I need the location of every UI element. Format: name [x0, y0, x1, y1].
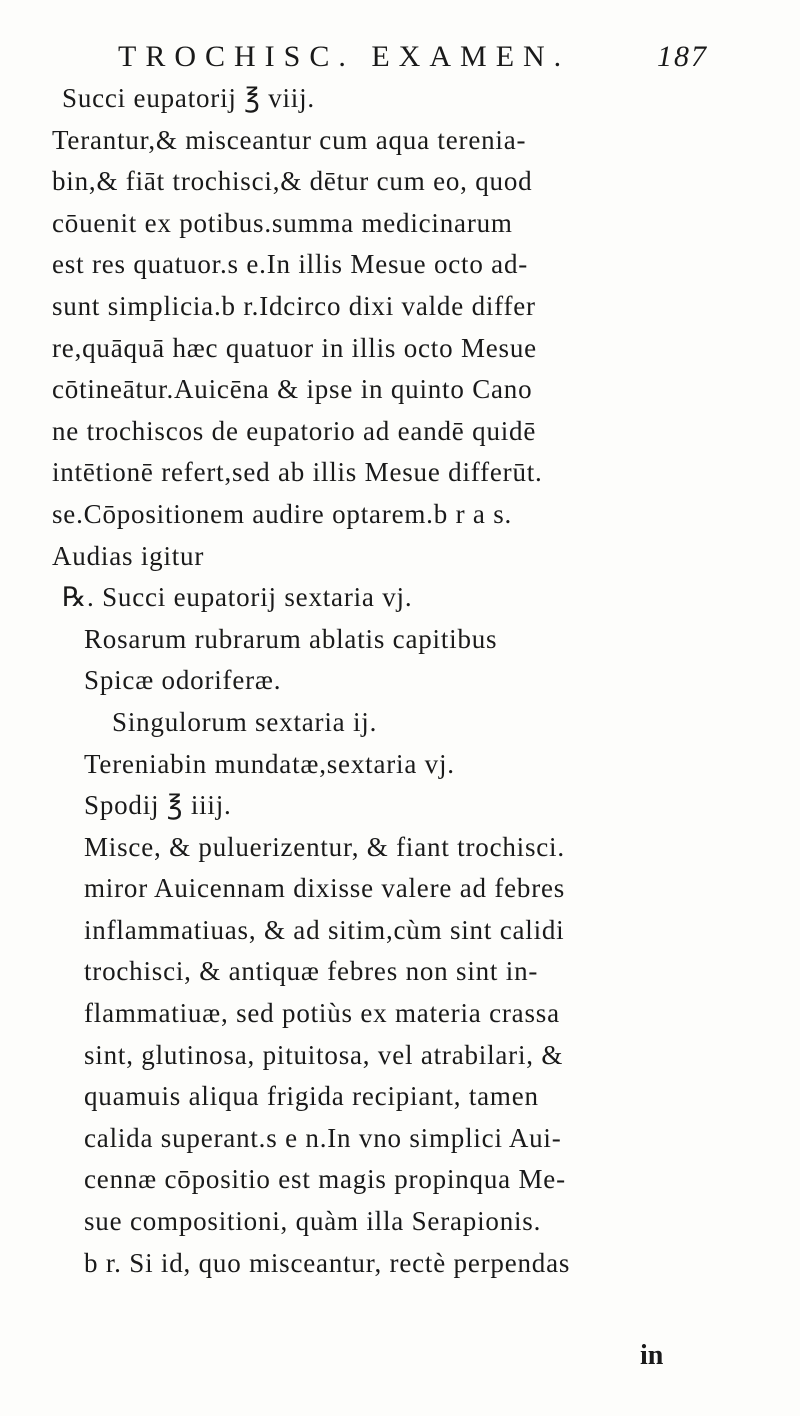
text-line: se.Cōpositionem audire optarem.b r a s. [52, 498, 513, 529]
text-line: quamuis aliqua frigida recipiant, tamen [84, 1081, 539, 1112]
text-line: miror Auicennam dixisse valere ad febres [84, 873, 566, 904]
recipe-line: ℞. Succi eupatorij sextaria vj. [62, 582, 413, 613]
text-line: est res quatuor.s e.In illis Mesue octo ad- [52, 249, 529, 280]
body-text [52, 78, 752, 1284]
recipe-line: Spicæ odoriferæ. [84, 665, 282, 696]
text-line: bin,& fiāt trochisci,& dētur cum eo, quod [52, 166, 533, 197]
text-line: intētionē refert,sed ab illis Mesue differūt. [52, 457, 543, 488]
text-line: trochisci, & antiquæ febres non sint in- [84, 956, 539, 987]
text-line: sue compositioni, quàm illa Serapionis. [84, 1206, 542, 1237]
text-line: flammatiuæ, sed potiùs ex materia crassa [84, 998, 560, 1029]
text-line: calida superant.s e n.In vno simplici Aui- [84, 1122, 562, 1153]
text-line: cennæ cōpositio est magis propinqua Me- [84, 1164, 566, 1195]
text-line: Audias igitur [52, 540, 205, 571]
text-line: inflammatiuas, & ad sitim,cùm sint calidi [84, 914, 565, 945]
text-line: Succi eupatorij ℥ viij. [62, 83, 315, 113]
text-line: ne trochiscos de eupatorio ad eandē quidē [52, 415, 537, 446]
text-line: Misce, & puluerizentur, & fiant trochisci. [84, 831, 565, 862]
recipe-line: Tereniabin mundatæ,sextaria vj. [84, 748, 455, 779]
catchword: in [640, 1340, 664, 1371]
text-line: b r. Si id, quo misceantur, rectè perpendas [84, 1247, 571, 1278]
running-title: TROCHISC. EXAMEN. [118, 40, 571, 73]
text-line: Terantur,& misceantur cum aqua terenia- [52, 124, 527, 155]
running-head [118, 40, 708, 80]
text-line: cōuenit ex potibus.summa medicinarum [52, 207, 513, 238]
text-line: sint, glutinosa, pituitosa, vel atrabilari, & [84, 1039, 564, 1070]
recipe-line: Spodij ℥ iiij. [84, 790, 232, 821]
recipe-line: Singulorum sextaria ij. [112, 706, 378, 737]
page-number: 187 [657, 40, 708, 73]
text-line: cōtineātur.Auicēna & ipse in quinto Cano [52, 374, 533, 405]
text-line: re,quāquā hæc quatuor in illis octo Mesue [52, 332, 537, 363]
text-line: sunt simplicia.b r.Idcirco dixi valde differ [52, 290, 536, 321]
recipe-line: Rosarum rubrarum ablatis capitibus [84, 623, 498, 654]
